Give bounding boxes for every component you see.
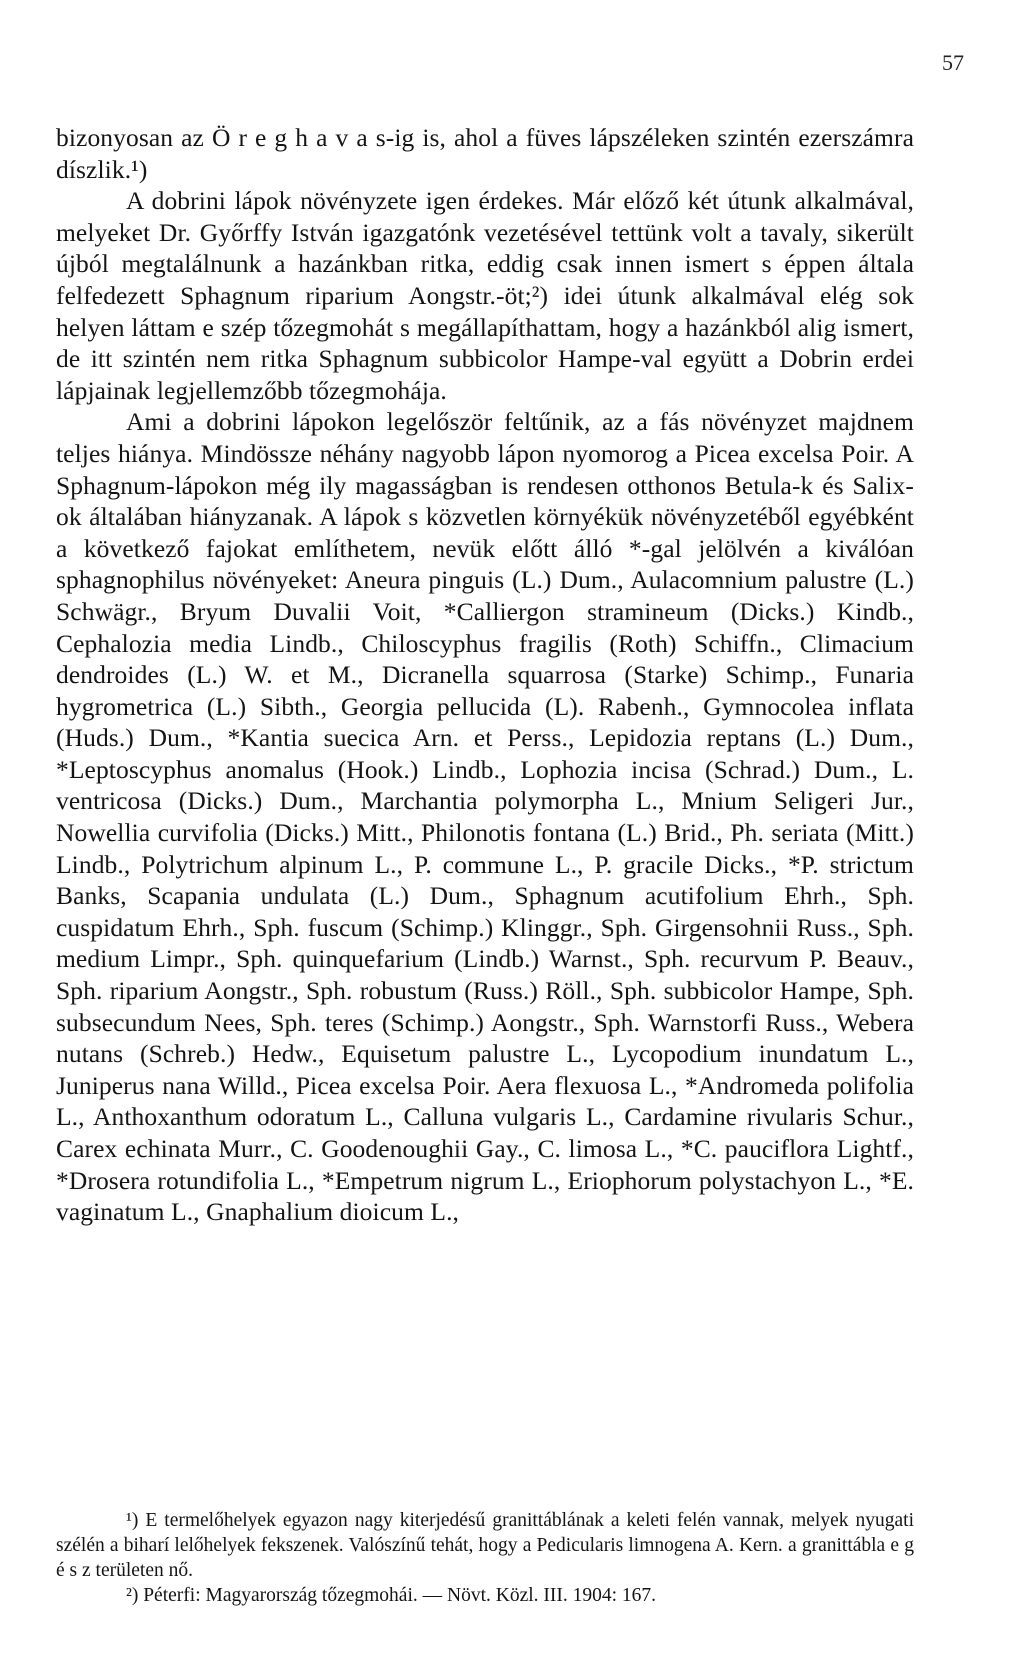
page-number: 57 [942, 50, 964, 75]
body-text [56, 122, 914, 1228]
footnote-1: ¹) E termelőhelyek egyazon nagy kiterjedésű granittáblának a keleti felén vannak, melyek nyugati szélén a biharí lelőhelyek fekszenek. Valószínű tehát, hogy a Pedicularis limnogena A. Kern. a granittábla e g é s z területen nő. [56, 1510, 914, 1581]
footnotes [56, 1508, 914, 1608]
paragraph-species-list: Ami a dobrini lápokon legelőször feltűnik, az a fás növényzet majdnem teljes hiánya. Mindössze néhány nagyobb lápon nyomorog a Picea excelsa Poir. A Sphagnum-lápokon még ily magasságban is rendesen otthonos Betula-k és Salix-ok általában hiányzanak. A lápok s közvetlen környékük növényzetéből egyébként a következő fajokat említhetem, nevük előtt álló *-gal jelölvén a kiválóan sphagnophilus növényeket: Aneura pinguis (L.) Dum., Aulacomnium palustre (L.) Schwägr., Bryum Duvalii Voit, *Calliergon stramineum (Dicks.) Kindb., Cephalozia media Lindb., Chiloscyphus fragilis (Roth) Schiffn., Climacium dendroides (L.) W. et M., Dicranella squarrosa (Starke) Schimp., Funaria hygrometrica (L.) Sibth., Georgia pellucida (L). Rabenh., Gymnocolea inflata (Huds.) Dum., *Kantia suecica Arn. et Perss., Lepidozia reptans (L.) Dum., *Leptoscyphus anomalus (Hook.) Lindb., Lophozia incisa (Schrad.) Dum., L. ventricosa (Dicks.) Dum., Marchantia polymorpha L., Mnium Seligeri Jur., Nowellia curvifolia (Dicks.) Mitt., Philonotis fontana (L.) Brid., Ph. seriata (Mitt.) Lindb., Polytrichum alpinum L., P. commune L., P. gracile Dicks., *P. strictum Banks, Scapania undulata (L.) Dum., Sphagnum acutifolium Ehrh., Sph. cuspidatum Ehrh., Sph. fuscum (Schimp.) Klinggr., Sph. Girgensohnii Russ., Sph. medium Limpr., Sph. quinquefarium (Lindb.) Warnst., Sph. recurvum P. Beauv., Sph. riparium Aongstr., Sph. robustum (Russ.) Röll., Sph. subbicolor Hampe, Sph. subsecundum Nees, Sph. teres (Schimp.) Aongstr., Sph. Warnstorfi Russ., Webera nutans (Schreb.) Hedw., Equisetum palustre L., Lycopodium inundatum L., Juniperus nana Willd., Picea excelsa Poir. Aera flexuosa L., *Andromeda polifolia L., Anthoxanthum odoratum L., Calluna vulgaris L., Cardamine rivularis Schur., Carex echinata Murr., C. Goodenoughii Gay., C. limosa L., *C. pauciflora Lightf., *Drosera rotundifolia L., *Empetrum nigrum L., Eriophorum polystachyon L., *E. vaginatum L., Gnaphalium dioicum L., [56, 407, 914, 1227]
paragraph-dobrini-lapok: A dobrini lápok növényzete igen érdekes. Már előző két útunk alkalmával, melyeket Dr. Győrffy István igazgatónk vezetésével tettünk volt a tavaly, sikerült újból megtalálnunk a hazánkban ritka, eddig csak innen ismert s éppen általa felfedezett Sphagnum riparium Aongstr.-öt;²) idei útunk alkalmával elég sok helyen láttam e szép tőzegmohát s megállapíthattam, hogy a hazánkból alig ismert, de itt szintén nem ritka Sphagnum subbicolor Hampe-val együtt a Dobrin erdei lápjainak legjellemzőbb tőzegmohája. [56, 186, 914, 405]
footnote-2: ²) Péterfi: Magyarország tőzegmohái. — Növt. Közl. III. 1904: 167. [126, 1585, 657, 1606]
paragraph-continuation: bizonyosan az Ö r e g h a v a s-ig is, ahol a füves lápszéleken szintén ezerszámra díszlik.¹) [56, 123, 914, 184]
